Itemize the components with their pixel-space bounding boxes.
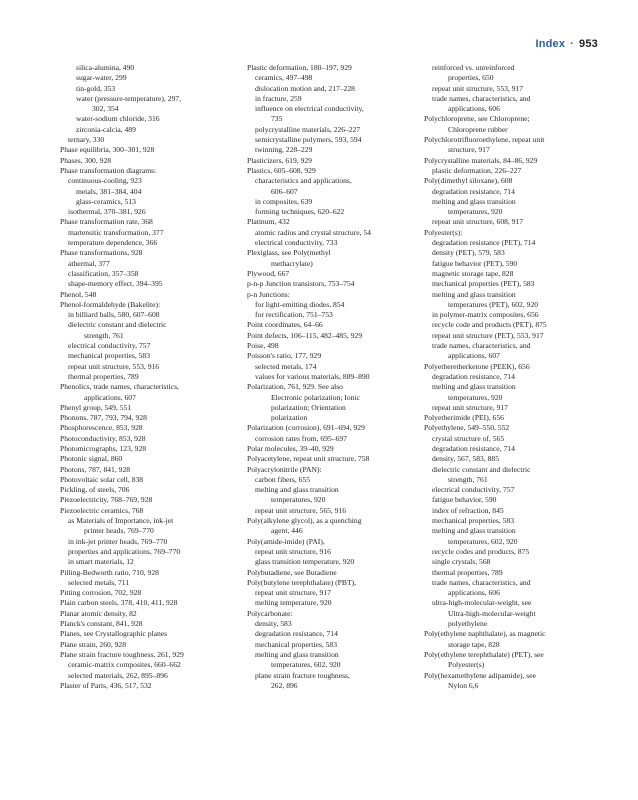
index-entry: applications, 606 [448, 104, 500, 114]
index-entry: recycle code and products (PET), 875 [432, 320, 547, 330]
index-entry: Poly(hexamethylene adipamide), see [424, 670, 536, 680]
index-entry: Plasticizers, 619, 929 [247, 155, 312, 165]
index-entry: melting temperature, 920 [255, 598, 332, 608]
index-entry: carbon fibers, 655 [255, 474, 311, 484]
index-entry: repeat unit structure, 917 [432, 402, 508, 412]
index-entry: Polarization, 761, 929. See also [247, 382, 343, 392]
index-entry: for light-emitting diodes, 854 [255, 299, 345, 309]
index-entry: magnetic storage tape, 828 [432, 268, 514, 278]
index-entry: Poly(alkylene glycol), as a quenching [247, 516, 362, 526]
index-entry: Plain carbon steels, 378, 410, 411, 928 [60, 598, 178, 608]
index-entry: corrosion rates from, 695–697 [255, 433, 347, 443]
index-entry: degradation resistance (PET), 714 [432, 238, 536, 248]
index-entry: repeat unit structure, 553, 916 [68, 361, 160, 371]
index-entry: single crystals, 568 [432, 557, 491, 567]
index-entry: melting and glass transition [432, 289, 516, 299]
index-entry: metals, 381–384, 404 [76, 186, 142, 196]
index-entry: electrical conductivity, 733 [255, 238, 338, 248]
index-entry: Poly(dimethyl siloxane), 608 [424, 176, 513, 186]
index-entry: melting and glass transition [432, 526, 516, 536]
index-entry: Photomicrographs, 123, 928 [60, 443, 147, 453]
index-entry: Plywood, 667 [247, 268, 290, 278]
index-entry: strength, 761 [448, 474, 488, 484]
index-entry: Polyester(s): [424, 227, 463, 237]
index-entry: 262, 896 [271, 680, 298, 690]
index-entry: sugar-water, 299 [76, 73, 127, 83]
index-entry: trade names, characteristics, and [432, 577, 531, 587]
index-entry: dielectric constant and dielectric [68, 320, 167, 330]
index-entry: Poisson's ratio, 177, 929 [247, 351, 322, 361]
index-entry: Polycarbonate: [247, 608, 293, 618]
index-entry: trade names, characteristics, and [432, 341, 531, 351]
index-entry: printer heads, 769–770 [84, 526, 154, 536]
index-entry: agent, 446 [271, 526, 303, 536]
index-entry: Phase transformation diagrams: [60, 165, 157, 175]
index-entry: index of refraction, 845 [432, 505, 504, 515]
index-entry: density, 567, 583, 885 [432, 454, 500, 464]
index-entry: forming techniques, 620–622 [255, 207, 345, 217]
index-entry: ceramic-matrix composites, 660–662 [68, 660, 181, 670]
index-entry: martensitic transformation, 377 [68, 227, 164, 237]
index-entry: applications, 607 [84, 392, 136, 402]
index-entry: properties, 650 [448, 73, 494, 83]
index-entry: Plastic deformation, 180–197, 929 [247, 63, 352, 72]
index-entry: Chloroprene rubber [448, 124, 508, 134]
running-header [535, 38, 598, 50]
index-entry: Poly(ethylene terephthalate) (PET), see [424, 649, 544, 659]
index-entry: Polyacrylonitrile (PAN): [247, 464, 322, 474]
index-entry: plane strain fracture toughness, [255, 670, 350, 680]
index-entry: electrical conductivity, 757 [68, 341, 151, 351]
index-entry: Plaster of Paris, 436, 517, 532 [60, 680, 152, 690]
index-entry: in composites, 639 [255, 196, 313, 206]
index-entry: in polymer-matrix composites, 656 [432, 310, 539, 320]
index-entry: temperatures, 920 [448, 392, 503, 402]
index-entry: repeat unit structure, 917 [255, 588, 331, 598]
index-entry: values for various materials, 889–890 [255, 371, 370, 381]
index-entry: density, 583 [255, 619, 292, 629]
index-entry: temperatures, 602, 920 [448, 536, 518, 546]
index-entry: properties and applications, 769–770 [68, 546, 181, 556]
index-entry: temperatures, 602, 920 [271, 660, 341, 670]
index-entry: polyethylene [448, 619, 488, 629]
index-entry: Poly(amide-imide) (PAI), [247, 536, 325, 546]
index-entry: isothermal, 370–381, 926 [68, 207, 146, 217]
index-entry: fatigue behavior, 590 [432, 495, 497, 505]
index-entry: classification, 357–358 [68, 268, 139, 278]
index-entry: ultra-high-molecular-weight, see [432, 598, 532, 608]
index-column-1 [60, 63, 232, 691]
index-entry: degradation resistance, 714 [255, 629, 338, 639]
index-entry: Pitting corrosion, 702, 928 [60, 588, 142, 598]
index-entry: Poly(butylene terephthalate) (PBT), [247, 577, 357, 587]
index-entry: in ink-jet printer heads, 769–770 [68, 536, 168, 546]
index-entry: Phenolics, trade names, characteristics, [60, 382, 179, 392]
header-word: Index [535, 38, 566, 50]
index-entry: Plastics, 605–608, 929 [247, 165, 316, 175]
index-entry: continuous-cooling, 923 [68, 176, 142, 186]
index-entry: Photonic signal, 860 [60, 454, 123, 464]
index-entry: twinning, 228–229 [255, 145, 313, 155]
index-entry: Point defects, 106–115, 482–485, 929 [247, 330, 363, 340]
index-entry: in smart materials, 12 [68, 557, 134, 567]
index-entry: temperatures, 920 [448, 207, 503, 217]
index-entry: Polybutadiene, see Butadiene [247, 567, 337, 577]
index-entry: selected metals, 711 [68, 577, 130, 587]
index-entry: Pickling, of steels, 706 [60, 485, 130, 495]
index-entry: glass-ceramics, 513 [76, 196, 136, 206]
index-entry: Phase transformation rate, 368 [60, 217, 153, 227]
index-entry: Pilling-Bedworth ratio, 710, 928 [60, 567, 159, 577]
index-entry: influence on electrical conductivity, [255, 104, 364, 114]
index-entry: Phase transformations, 928 [60, 248, 143, 258]
index-entry: Nylon 6,6 [448, 680, 479, 690]
index-entry: Phenol-formaldehyde (Bakelite): [60, 299, 161, 309]
index-entry: water (pressure-temperature), 297, [76, 93, 181, 103]
index-entry: Polarization (corrosion), 691–694, 929 [247, 423, 365, 433]
index-entry: Planes, see Crystallographic planes [60, 629, 168, 639]
index-entry: in fracture, 259 [255, 93, 302, 103]
index-entry: zirconia-calcia, 489 [76, 124, 136, 134]
index-entry: temperature dependence, 366 [68, 238, 158, 248]
index-entry: atomic radius and crystal structure, 54 [255, 227, 371, 237]
index-entry: Piezoelectricity, 768–769, 928 [60, 495, 153, 505]
index-entry: Piezoelectric ceramics, 768 [60, 505, 144, 515]
index-entry: thermal properties, 789 [432, 567, 503, 577]
index-entry: Polyethylene, 549–550, 552 [424, 423, 510, 433]
index-entry: dielectric constant and dielectric [432, 464, 531, 474]
index-entry: melting and glass transition [432, 382, 516, 392]
index-entry: Point coordinates, 64–66 [247, 320, 323, 330]
index-entry: semicrystalline polymers, 593, 594 [255, 135, 362, 145]
index-entry: applications, 606 [448, 588, 500, 598]
index-entry: reinforced vs. unreinforced [432, 63, 515, 72]
index-entry: Plexiglass, see Poly(methyl [247, 248, 331, 258]
header-separator: · [570, 38, 575, 50]
index-column-2 [247, 63, 427, 691]
index-entry: plastic deformation, 226–227 [432, 165, 522, 175]
index-entry: Ultra-high-molecular-weight [448, 608, 536, 618]
index-entry: Plane strain, 260, 928 [60, 639, 127, 649]
index-entry: mechanical properties, 583 [432, 516, 515, 526]
index-entry: crystal structure of, 565 [432, 433, 505, 443]
index-entry: Planar atomic density, 82 [60, 608, 137, 618]
index-entry: Polychlorotrifluoroethylene, repeat unit [424, 135, 545, 145]
index-entry: Polycrystalline materials, 84–86, 929 [424, 155, 538, 165]
index-entry: athermal, 377 [68, 258, 110, 268]
index-entry: degradation resistance, 714 [432, 186, 515, 196]
index-entry: density (PET), 579, 583 [432, 248, 505, 258]
index-entry: water-sodium chloride, 316 [76, 114, 160, 124]
index-entry: Planck's constant, 841, 928 [60, 619, 143, 629]
index-entry: for rectification, 751–753 [255, 310, 333, 320]
index-entry: repeat unit structure, 916 [255, 546, 331, 556]
index-entry: storage tape, 828 [448, 639, 500, 649]
index-entry: structure, 917 [448, 145, 490, 155]
index-entry: degradation resistance, 714 [432, 371, 515, 381]
index-entry: 302, 354 [92, 104, 119, 114]
index-entry: temperatures (PET), 602, 920 [448, 299, 539, 309]
index-entry: mechanical properties, 583 [255, 639, 338, 649]
index-entry: Electronic polarization; Ionic [271, 392, 360, 402]
index-entry: selected metals, 174 [255, 361, 317, 371]
index-entry: repeat unit structure, 608, 917 [432, 217, 524, 227]
index-entry: polarization [271, 413, 308, 423]
page-number: 953 [579, 38, 598, 50]
index-entry: as Materials of Importance, ink-jet [68, 516, 174, 526]
index-entry: repeat unit structure (PET), 553, 917 [432, 330, 544, 340]
index-entry: characteristics and applications, [255, 176, 352, 186]
index-entry: strength, 761 [84, 330, 124, 340]
index-entry: p-n Junctions: [247, 289, 290, 299]
index-entry: polarization; Orientation [271, 402, 346, 412]
index-entry: 606–607 [271, 186, 298, 196]
index-entry: recycle codes and products, 875 [432, 546, 530, 556]
index-entry: mechanical properties (PET), 583 [432, 279, 535, 289]
index-entry: Plane strain fracture toughness, 261, 929 [60, 649, 184, 659]
index-entry: Polyacetylene, repeat unit structure, 758 [247, 454, 370, 464]
index-entry: ternary, 330 [68, 135, 105, 145]
index-entry: thermal properties, 789 [68, 371, 139, 381]
index-entry: Polyetherimide (PEI), 656 [424, 413, 504, 423]
index-column-3 [424, 63, 596, 691]
index-entry: mechanical properties, 583 [68, 351, 151, 361]
index-entry: silica-alumina, 490 [76, 63, 135, 72]
index-entry: methacrylate) [271, 258, 313, 268]
index-entry: p-n-p Junction transistors, 753–754 [247, 279, 355, 289]
index-entry: in billiard balls, 580, 607–608 [68, 310, 160, 320]
index-entry: 735 [271, 114, 283, 124]
index-entry: polycrystalline materials, 226–227 [255, 124, 361, 134]
index-entry: Poly(ethylene naphthalate), as magnetic [424, 629, 546, 639]
index-entry: repeat unit structure, 553, 917 [432, 83, 524, 93]
index-entry: Photovoltaic solar cell, 838 [60, 474, 144, 484]
index-entry: ceramics, 497–498 [255, 73, 313, 83]
index-entry: fatigue behavior (PET), 590 [432, 258, 518, 268]
index-entry: electrical conductivity, 757 [432, 485, 515, 495]
index-entry: applications, 607 [448, 351, 500, 361]
index-entry: Polyester(s) [448, 660, 485, 670]
index-entry: Platinum, 432 [247, 217, 290, 227]
index-entry: tin-gold, 353 [76, 83, 116, 93]
index-entry: Phases, 300, 928 [60, 155, 112, 165]
index-entry: temperatures, 920 [271, 495, 326, 505]
index-entry: Poise, 498 [247, 341, 279, 351]
index-entry: degradation resistance, 714 [432, 443, 515, 453]
index-entry: trade names, characteristics, and [432, 93, 531, 103]
index-entry: Polar molecules, 39–40, 929 [247, 443, 334, 453]
index-entry: Phenol, 548 [60, 289, 97, 299]
index-entry: Phonons, 787, 793, 794, 928 [60, 413, 147, 423]
index-entry: Photoconductivity, 853, 928 [60, 433, 146, 443]
index-entry: Photons, 787, 841, 928 [60, 464, 131, 474]
index-entry: glass transition temperature, 920 [255, 557, 355, 567]
index-entry: Polyetheretherketone (PEEK), 656 [424, 361, 530, 371]
index-entry: melting and glass transition [255, 485, 339, 495]
index-entry: selected materials, 262, 895–896 [68, 670, 168, 680]
index-entry: shape-memory effect, 394–395 [68, 279, 163, 289]
index-entry: repeat unit structure, 565, 916 [255, 505, 347, 515]
index-entry: Phase equilibria, 300–301, 928 [60, 145, 155, 155]
index-entry: melting and glass transition [255, 649, 339, 659]
index-entry: Phenyl group, 549, 551 [60, 402, 132, 412]
index-entry: dislocation motion and, 217–228 [255, 83, 355, 93]
index-entry: Phosphorescence, 853, 928 [60, 423, 143, 433]
index-entry: melting and glass transition [432, 196, 516, 206]
index-entry: Polychloroprene, see Chloroprene; [424, 114, 530, 124]
